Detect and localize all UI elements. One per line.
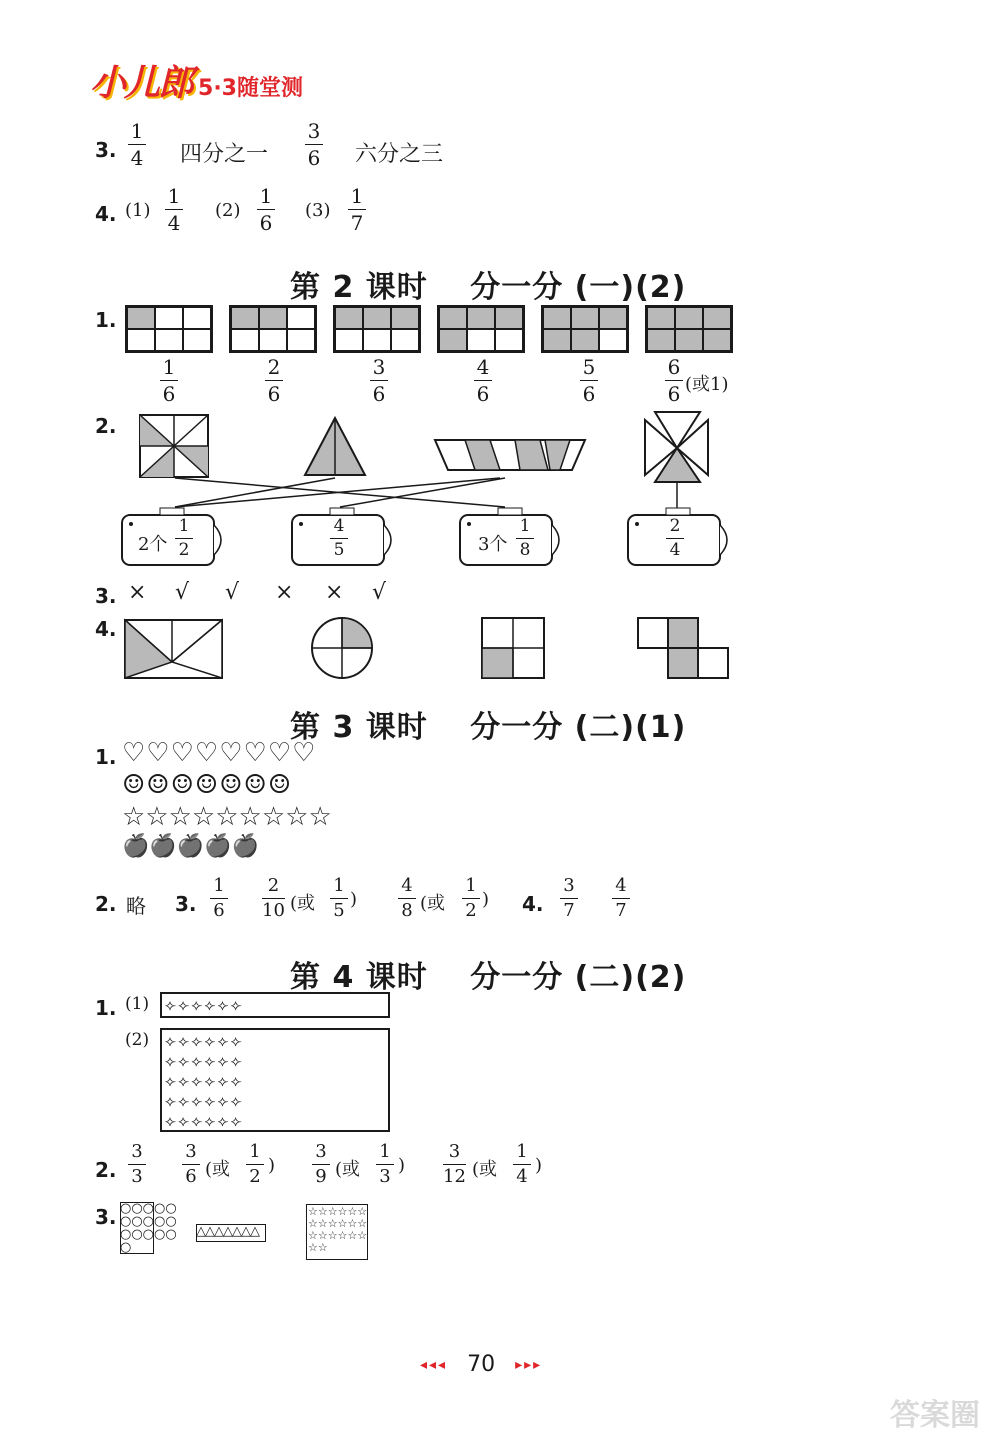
lesson-heading: 第 3 课时 分一分 (二)(1) [290, 710, 687, 745]
mark: × [128, 580, 147, 605]
fish-row: ⟣⟣⟣⟣⟣⟣ [165, 1052, 244, 1070]
hearts-row: ♡♡♡♡♡♡♡♡ [122, 738, 317, 768]
question-number: 2. [95, 414, 117, 438]
fraction: 1 4 [165, 185, 183, 234]
right-arrows-icon: ▸▸▸ [515, 1356, 543, 1373]
alternate-open: (或 [290, 893, 316, 914]
square-grid-shape [482, 618, 544, 678]
fraction: 2 6 [265, 356, 283, 405]
alternate-open: (或 [420, 893, 446, 914]
sub-label: (1) [125, 200, 151, 221]
fraction: 6 6 [665, 356, 683, 405]
fish-row: ⟣⟣⟣⟣⟣⟣ [165, 1032, 244, 1050]
trapezoid-shape [435, 440, 585, 470]
fish-card [122, 508, 221, 565]
fraction: 3 12 [443, 1141, 466, 1187]
fish-count: 2个 [138, 534, 168, 555]
shapes-q4 [0, 600, 1000, 700]
triangles-group: △△△△△△△ [196, 1224, 259, 1239]
question-number: 3. [95, 584, 117, 608]
circles-box [120, 1202, 154, 1254]
alternate-open: (或 [472, 1159, 498, 1180]
mark: √ [225, 580, 240, 605]
triangles-box [196, 1224, 266, 1242]
fraction: 3 9 [312, 1142, 330, 1187]
brand-logo: 小儿郎 [90, 63, 193, 104]
answer-text: 四分之一 [180, 142, 269, 167]
alternate-close: ) [350, 889, 358, 910]
lesson-heading: 第 4 课时 分一分 (二)(2) [290, 960, 687, 995]
fraction: 1 4 [128, 120, 146, 169]
mark: √ [175, 580, 190, 605]
sub-label: (2) [215, 200, 241, 221]
fraction: 4 7 [612, 876, 630, 921]
smiley-row: ☺☺☺☺☺☺☺ [122, 770, 293, 800]
sub-label: (3) [305, 200, 331, 221]
alternate-open: (或 [205, 1159, 231, 1180]
fraction: 1 6 [210, 876, 228, 921]
fraction: 3 3 [128, 1142, 146, 1187]
stars-row: ☆☆☆☆☆☆☆☆☆ [122, 802, 332, 832]
fraction: 4 6 [474, 356, 492, 405]
fraction: 1 2 [462, 876, 480, 921]
circles-group: ○○○○○○○○○○○○○○○○ [120, 1201, 177, 1255]
fish-row: ⟣⟣⟣⟣⟣⟣ [165, 1072, 244, 1090]
question-number: 1. [95, 996, 117, 1020]
fraction: 4 5 [330, 517, 348, 560]
fraction: 2 10 [262, 875, 285, 921]
apples-row: 🍎🍎🍎🍎🍎 [122, 834, 259, 859]
stars-group: ☆☆☆☆☆☆☆☆☆☆☆☆☆☆☆☆☆☆☆☆ [308, 1205, 368, 1254]
alternate-close: ) [268, 1155, 276, 1176]
question-number: 4. [95, 617, 117, 641]
fraction: 3 6 [305, 120, 323, 169]
answer-text: 六分之三 [355, 142, 444, 167]
fraction: 1 3 [376, 1142, 394, 1187]
page-footer [420, 1352, 542, 1377]
kite-shape [125, 620, 222, 678]
question-number: 2. [95, 892, 117, 916]
alternate-close: ) [398, 1155, 406, 1176]
page-number: 70 [467, 1352, 496, 1377]
question-number: 1. [95, 745, 117, 769]
circle-shape [312, 618, 372, 678]
pinwheel-shape [645, 412, 708, 482]
left-arrows-icon: ◂◂◂ [420, 1356, 448, 1373]
question-number: 4. [522, 892, 544, 916]
fraction: 1 5 [330, 876, 348, 921]
sub-label: (1) [125, 994, 150, 1014]
alternate-close: ) [482, 889, 490, 910]
watermark-logo: 答案圈 [890, 1398, 980, 1433]
question-number: 4. [95, 202, 117, 226]
fraction: 1 7 [348, 185, 366, 234]
square-shape [140, 415, 208, 477]
question-number: 1. [95, 308, 117, 332]
fraction: 1 8 [516, 517, 534, 560]
fraction: 3 7 [560, 876, 578, 921]
lesson-heading: 第 2 课时 分一分 (一)(2) [290, 270, 687, 305]
question-number: 2. [95, 1158, 117, 1182]
question-number: 3. [175, 892, 197, 916]
mark: √ [372, 580, 387, 605]
stars-box [306, 1204, 368, 1260]
shapes-matching [0, 0, 1000, 600]
mark: × [325, 580, 344, 605]
fish-row: ⟣⟣⟣⟣⟣⟣ [165, 1092, 244, 1110]
fraction: 2 4 [666, 517, 684, 560]
fraction: 5 6 [580, 356, 598, 405]
fraction: 1 4 [513, 1142, 531, 1187]
question-number: 3. [95, 138, 117, 162]
fraction: 3 6 [182, 1142, 200, 1187]
fraction: 3 6 [370, 356, 388, 405]
fraction: 4 8 [398, 876, 416, 921]
mark: × [275, 580, 294, 605]
fish-row: ⟣⟣⟣⟣⟣⟣ [165, 996, 244, 1014]
alternate-close: ) [535, 1155, 543, 1176]
triangle-shape [305, 418, 365, 475]
question-number: 3. [95, 1205, 117, 1229]
alternate-open: (或 [335, 1159, 361, 1180]
fish-row: ⟣⟣⟣⟣⟣⟣ [165, 1112, 244, 1130]
alternate-answer: (或1) [685, 374, 729, 395]
fish-count: 3个 [478, 534, 508, 555]
fraction: 1 6 [160, 356, 178, 405]
fraction: 1 6 [257, 185, 275, 234]
step-shape [638, 618, 728, 678]
answer-text: 略 [126, 894, 146, 918]
fish-card [460, 508, 559, 565]
sub-label: (2) [125, 1030, 150, 1050]
fraction: 1 2 [246, 1142, 264, 1187]
brand-subtitle: 5·3随堂测 [198, 76, 303, 101]
fraction: 1 2 [175, 517, 193, 560]
